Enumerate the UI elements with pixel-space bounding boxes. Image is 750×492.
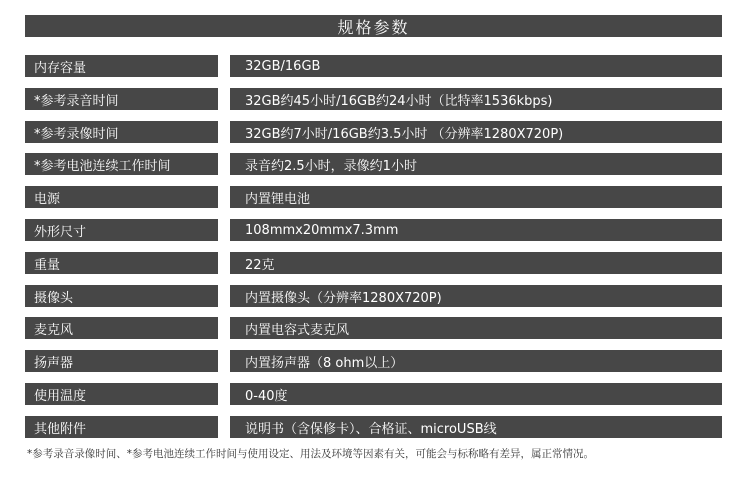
spec-row — [0, 121, 750, 143]
spec-value: 内置锂电池 — [230, 186, 722, 208]
spec-label: *参考录像时间 — [25, 121, 218, 143]
spec-label: 内存容量 — [25, 55, 218, 77]
spec-label: 电源 — [25, 186, 218, 208]
spec-row — [0, 383, 750, 405]
spec-value: 32GB约45小时/16GB约24小时（比特率1536kbps) — [230, 88, 722, 110]
spec-label: 摄像头 — [25, 285, 218, 307]
spec-label: 其他附件 — [25, 416, 218, 438]
spec-value: 32GB约7小时/16GB约3.5小时 （分辨率1280X720P) — [230, 121, 722, 143]
spec-value: 内置电容式麦克风 — [230, 317, 722, 339]
spec-row — [0, 350, 750, 372]
spec-label: 重量 — [25, 252, 218, 274]
spec-label: 外形尺寸 — [25, 219, 218, 241]
spec-row — [0, 88, 750, 110]
spec-label: 麦克风 — [25, 317, 218, 339]
spec-row — [0, 416, 750, 438]
spec-row — [0, 186, 750, 208]
spec-value: 说明书（含保修卡）、合格证、microUSB线 — [230, 416, 722, 438]
spec-value: 0-40度 — [230, 383, 722, 405]
spec-value: 32GB/16GB — [230, 55, 722, 77]
spec-label: 使用温度 — [25, 383, 218, 405]
spec-value: 内置摄像头（分辨率1280X720P) — [230, 285, 722, 307]
spec-row — [0, 55, 750, 77]
page-title: 规格参数 — [25, 15, 722, 37]
spec-value: 内置扬声器（8 ohm以上） — [230, 350, 722, 372]
spec-row — [0, 153, 750, 175]
spec-value: 录音约2.5小时，录像约1小时 — [230, 153, 722, 175]
spec-value: 22克 — [230, 252, 722, 274]
spec-row — [0, 285, 750, 307]
spec-label: *参考录音时间 — [25, 88, 218, 110]
spec-row — [0, 219, 750, 241]
spec-label: 扬声器 — [25, 350, 218, 372]
footnote: *参考录音录像时间、*参考电池连续工作时间与使用设定、用法及环境等因素有关，可能会与标称略有差异，属正常情况。 — [27, 448, 594, 460]
spec-row — [0, 252, 750, 274]
spec-row — [0, 317, 750, 339]
spec-value: 108mmx20mmx7.3mm — [230, 219, 722, 241]
spec-label: *参考电池连续工作时间 — [25, 153, 218, 175]
